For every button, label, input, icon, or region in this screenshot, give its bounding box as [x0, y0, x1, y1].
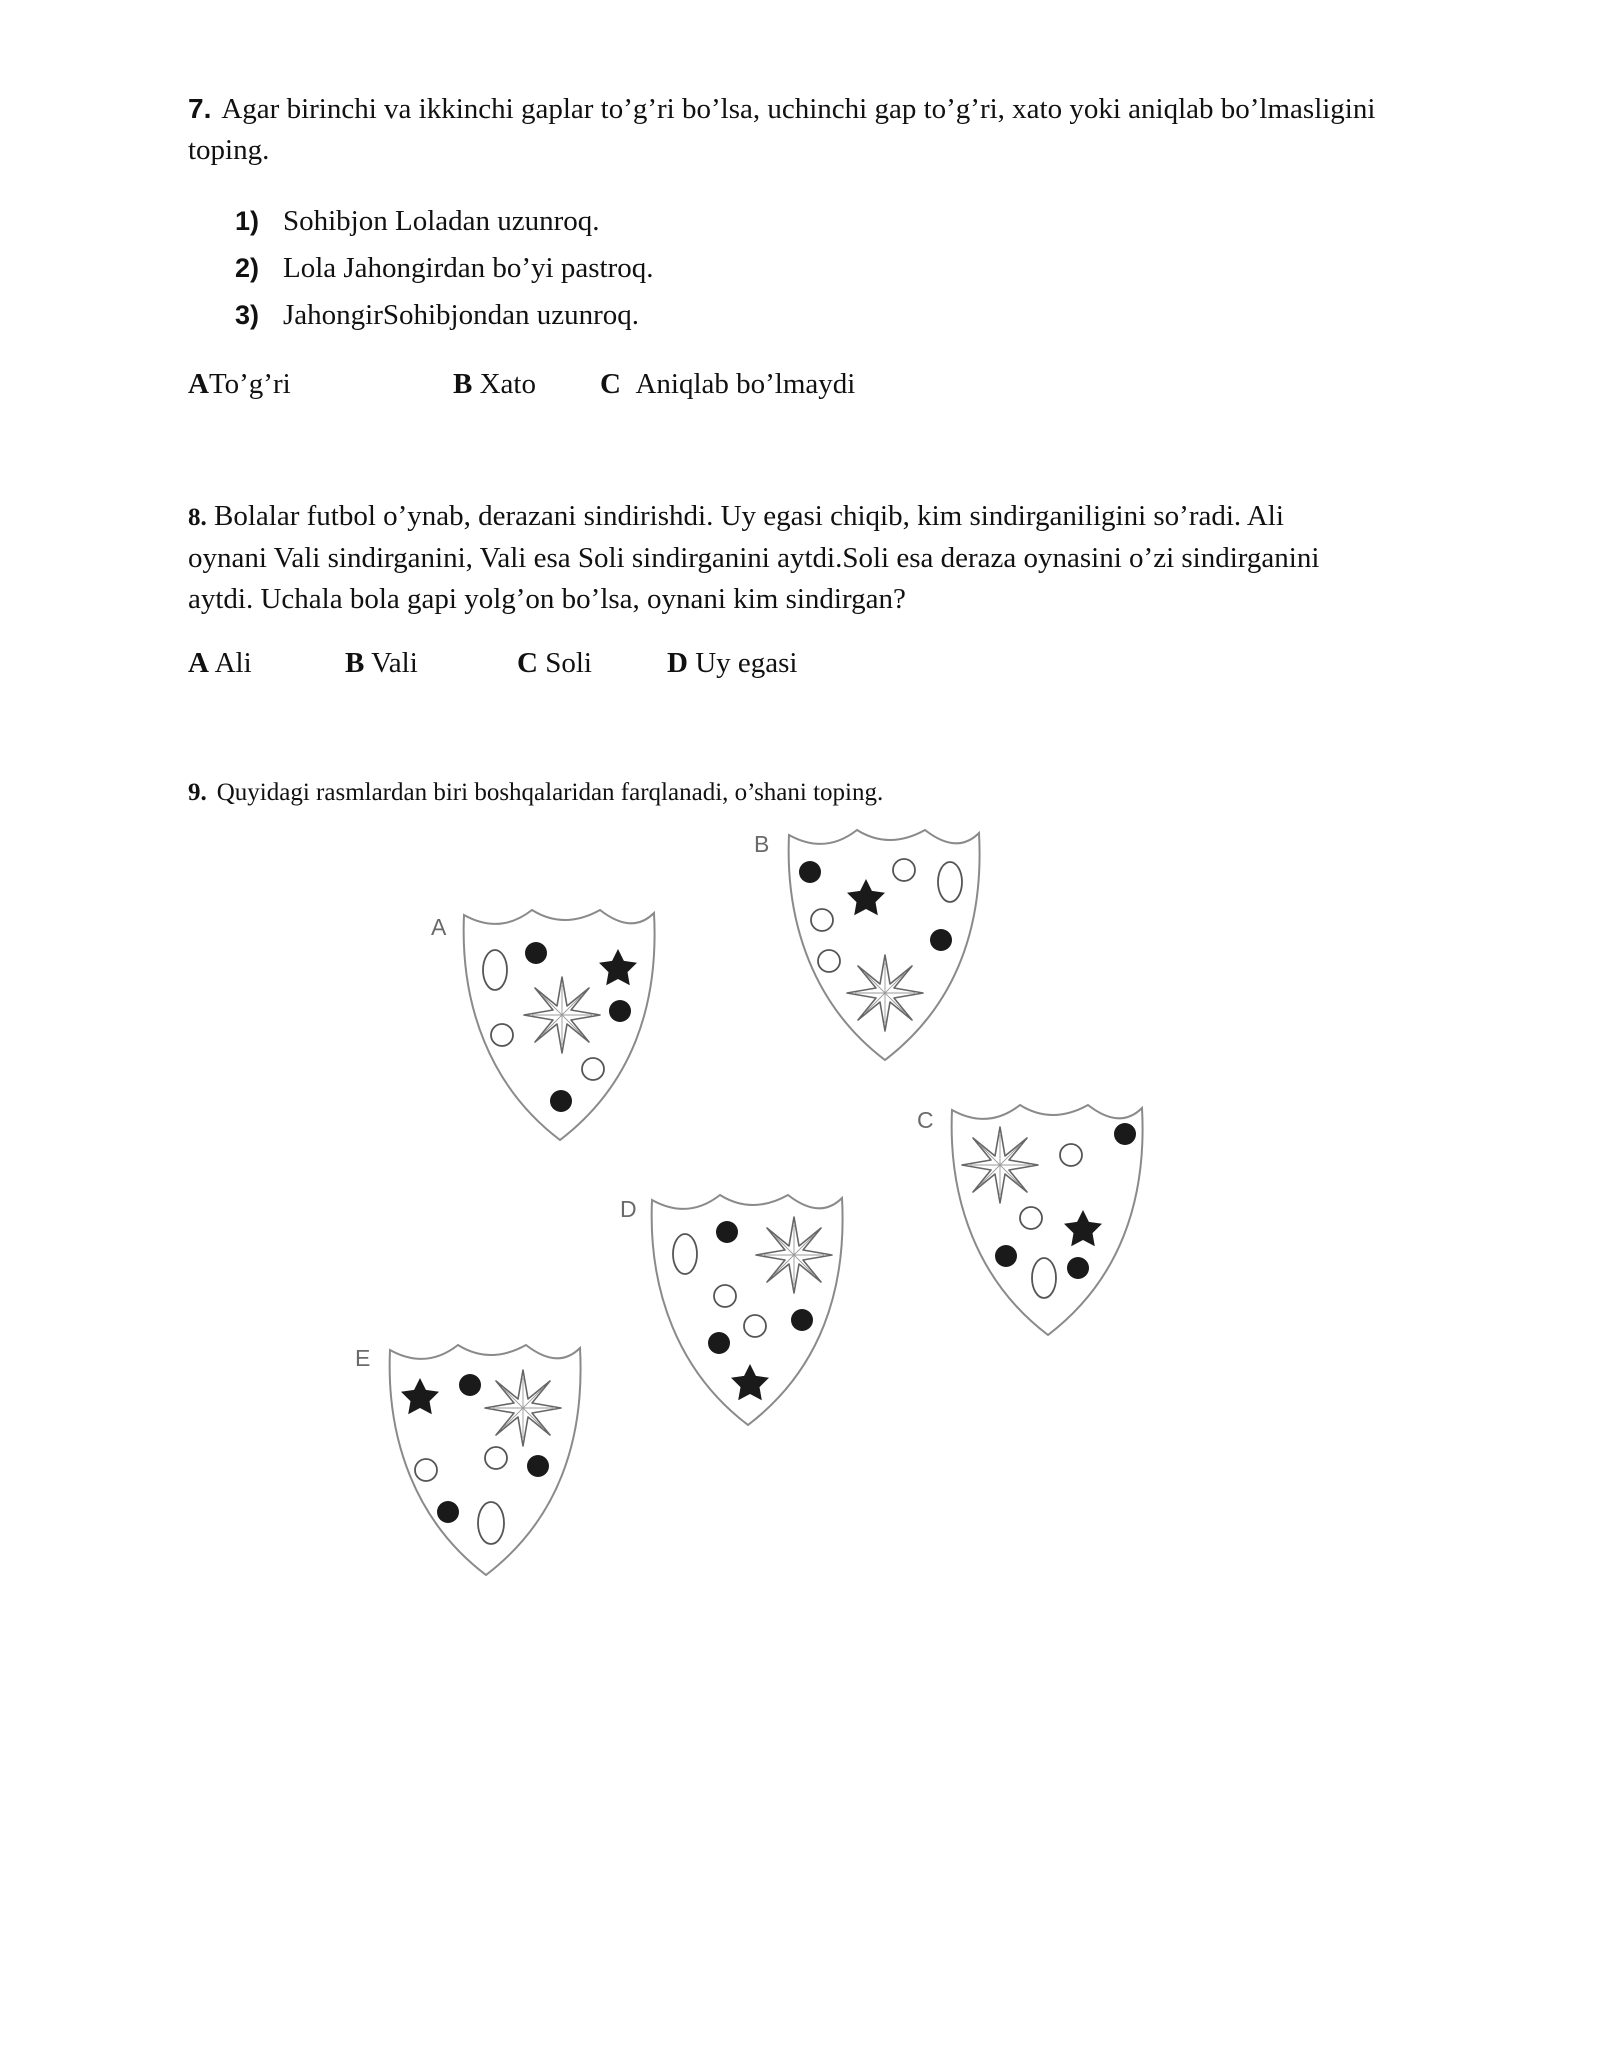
- shield-a[interactable]: [431, 910, 655, 1140]
- shield-e-black-dot: [527, 1455, 549, 1477]
- q8-option-d-text: Uy egasi: [695, 647, 798, 679]
- shield-d-label: D: [620, 1196, 637, 1222]
- shield-c-outline: [952, 1105, 1143, 1335]
- question-7-text: Agar birinchi va ikkinchi gaplar to’g’ri bo’lsa, uchinchi gap to’g’ri, xato yoki aniqlab bo’lmasligini toping.: [188, 93, 1376, 166]
- shield-c[interactable]: [917, 1105, 1143, 1335]
- question-7-number: 7.: [188, 93, 212, 124]
- shield-e-black-dot: [459, 1374, 481, 1396]
- shield-b-black-dot: [799, 861, 821, 883]
- shield-d-black-dot: [708, 1332, 730, 1354]
- q7-option-c-letter: C: [600, 368, 621, 400]
- question-9-number: 9.: [188, 779, 207, 806]
- shield-e-white-dot: [415, 1459, 437, 1481]
- shield-e-sparkle-icon: [485, 1370, 561, 1446]
- shield-b-white-dot: [818, 950, 840, 972]
- q7-option-b-text: Xato: [479, 368, 536, 400]
- shield-c-black-dot: [1067, 1257, 1089, 1279]
- q7-option-c-text: Aniqlab bo’lmaydi: [635, 368, 856, 400]
- statement-3-text: JahongirSohibjondan uzunroq.: [283, 299, 640, 331]
- shield-d-white-dot: [714, 1285, 736, 1307]
- shield-a-sparkle-icon: [524, 977, 600, 1053]
- shield-b-black-dot: [930, 929, 952, 951]
- q8-option-b-text: Vali: [371, 647, 418, 679]
- statement-1-number: 1): [235, 206, 260, 236]
- shield-d-black-dot: [716, 1221, 738, 1243]
- shield-b[interactable]: [754, 830, 980, 1060]
- shield-e-label: E: [355, 1345, 371, 1371]
- shield-a-white-dot: [582, 1058, 604, 1080]
- shield-d-black-dot: [791, 1309, 813, 1331]
- statement-2-text: Lola Jahongirdan bo’yi pastroq.: [283, 252, 654, 284]
- q8-option-c-text: Soli: [545, 647, 592, 679]
- statement-2-number: 2): [235, 253, 260, 283]
- shield-c-sparkle-icon: [962, 1127, 1038, 1203]
- q8-option-c-letter: C: [517, 647, 538, 679]
- shield-e-white-dot: [485, 1447, 507, 1469]
- shield-d[interactable]: [620, 1195, 843, 1425]
- shield-e[interactable]: [355, 1345, 581, 1575]
- shield-d-oval: [673, 1234, 697, 1274]
- shield-e-black-dot: [437, 1501, 459, 1523]
- shield-c-label: C: [917, 1107, 934, 1133]
- statement-3-number: 3): [235, 300, 260, 330]
- statement-1-text: Sohibjon Loladan uzunroq.: [283, 205, 600, 237]
- shield-c-white-dot: [1060, 1144, 1082, 1166]
- shield-a-label: A: [431, 914, 447, 940]
- shield-d-white-dot: [744, 1315, 766, 1337]
- q8-option-a-text: Ali: [214, 647, 252, 679]
- shield-c-oval: [1032, 1258, 1056, 1298]
- shield-b-white-dot: [893, 859, 915, 881]
- question-8-number: 8.: [188, 504, 207, 531]
- q8-option-b-letter: B: [345, 647, 365, 679]
- shield-a-black-dot: [550, 1090, 572, 1112]
- q7-option-a-text: To’g’ri: [208, 368, 291, 400]
- q7-option-a-letter: A: [188, 368, 209, 400]
- shield-b-label: B: [754, 831, 770, 857]
- q8-option-a-letter: A: [188, 647, 209, 679]
- shield-b-sparkle-icon: [847, 955, 923, 1031]
- shield-a-black-dot: [609, 1000, 631, 1022]
- shield-a-black-dot: [525, 942, 547, 964]
- shield-e-oval: [478, 1502, 504, 1544]
- shield-a-white-dot: [491, 1024, 513, 1046]
- q7-option-b-letter: B: [453, 368, 473, 400]
- shield-b-oval: [938, 862, 962, 902]
- shield-d-sparkle-icon: [756, 1217, 832, 1293]
- shield-c-white-dot: [1020, 1207, 1042, 1229]
- shield-a-oval: [483, 950, 507, 990]
- shield-c-black-dot: [1114, 1123, 1136, 1145]
- question-8-text: Bolalar futbol o’ynab, derazani sindirishdi. Uy egasi chiqib, kim sindirganiligini so’radi. Ali oynani Vali sindirganini, Vali esa Soli sindirganini aytdi.Soli esa deraza oynasini o’zi sindirganini aytdi. Uchala bola gapi yolg’on bo’lsa, oynani kim sindirgan?: [188, 500, 1320, 615]
- shield-c-black-dot: [995, 1245, 1017, 1267]
- q8-option-d-letter: D: [667, 647, 688, 679]
- question-9-text: Quyidagi rasmlardan biri boshqalaridan farqlanadi, o’shani toping.: [216, 779, 884, 806]
- shield-b-white-dot: [811, 909, 833, 931]
